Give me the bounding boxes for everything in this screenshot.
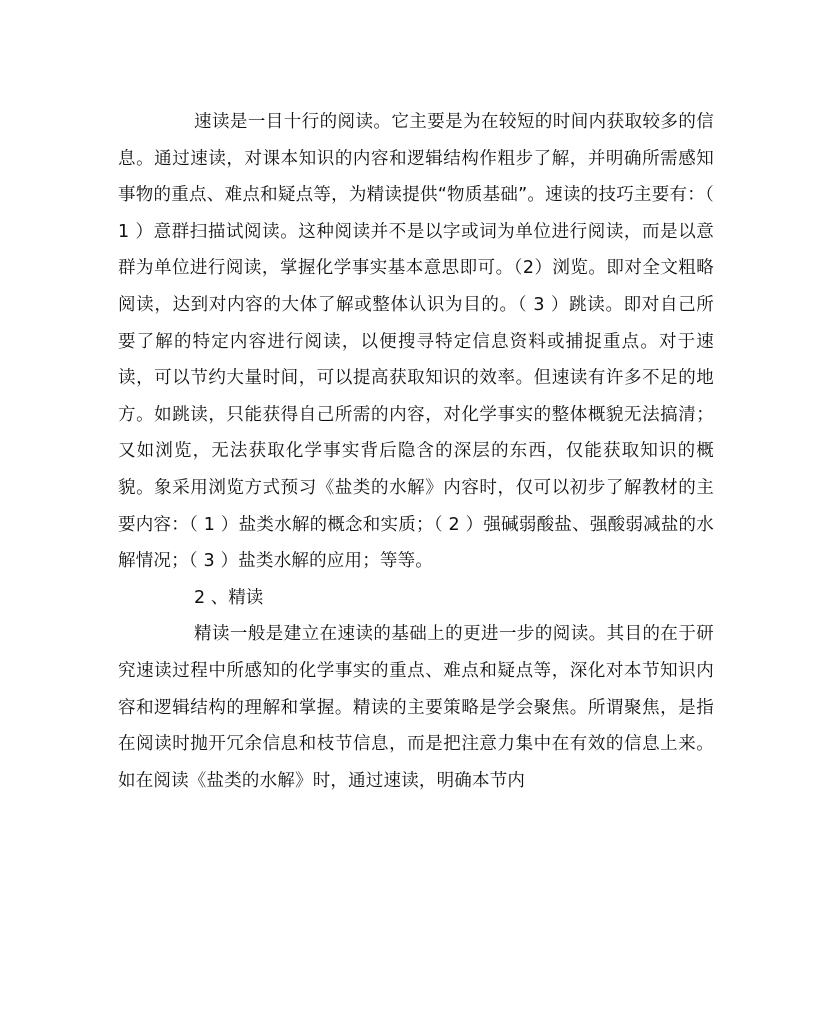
document-body [118, 104, 714, 799]
section-heading-intensive-reading: 2 、精读 [194, 587, 264, 608]
paragraph-speed-reading: 速读是一目十行的阅读。它主要是为在较短的时间内获取较多的信息。通过速读，对课本知识的内容和逻辑结构作粗步了解，并明确所需感知事物的重点、难点和疑点等，为精读提供“物质基础”。速读的技巧主要有：（ 1 ）意群扫描试阅读。这种阅读并不是以字或词为单位进行阅读，而是以意群为单位进行阅读，掌握化学事实基本意思即可。（2）浏览。即对全文粗略阅读，达到对内容的大体了解或整体认识为目的。（ 3 ）跳读。即对自己所要了解的特定内容进行阅读，以便搜寻特定信息资料或捕捉重点。对于速读，可以节约大量时间，可以提高获取知识的效率。但速读有许多不足的地方。如跳读，只能获得自己所需的内容，对化学事实的整体概貌无法搞清；又如浏览，无法获取化学事实背后隐含的深层的东西，仅能获取知识的概貌。象采用浏览方式预习《盐类的水解》内容时，仅可以初步了解教材的主要内容：（ 1 ）盐类水解的概念和实质；（ 2 ）强碱弱酸盐、强酸弱减盐的水解情况；（ 3 ）盐类水解的应用；等等。 [118, 112, 714, 572]
paragraph-intensive-reading: 精读一般是建立在速读的基础上的更进一步的阅读。其目的在于研究速读过程中所感知的化学事实的重点、难点和疑点等，深化对本节知识内容和逻辑结构的理解和掌握。精读的主要策略是学会聚焦。所谓聚焦，是指在阅读时抛开冗余信息和枝节信息，而是把注意力集中在有效的信息上来。如在阅读《盐类的水解》时，通过速读，明确本节内 [118, 624, 714, 791]
